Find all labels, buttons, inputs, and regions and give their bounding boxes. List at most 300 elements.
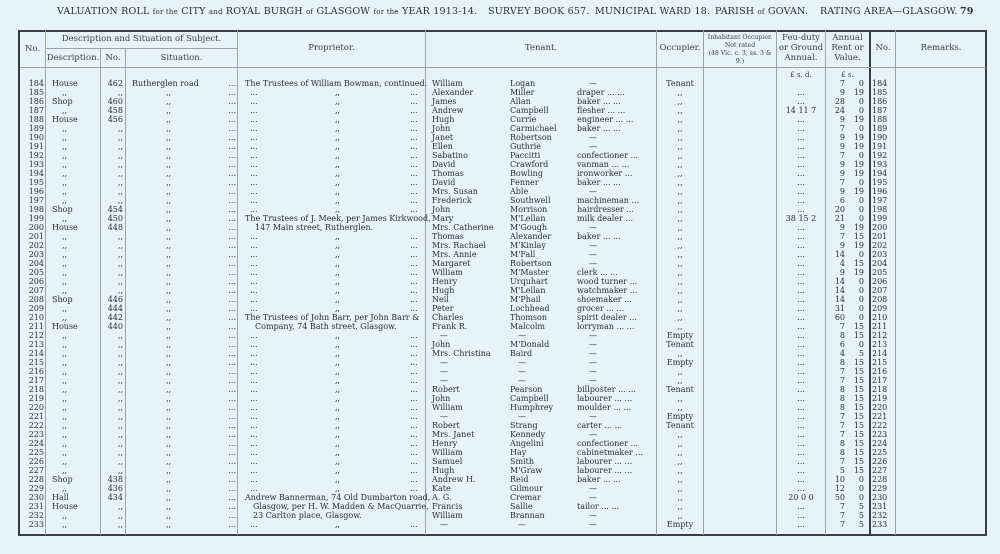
row-no-right: 209 [872,304,888,313]
row-feu-duty: ... [797,124,805,133]
row-rent-shillings: 15 [853,403,864,412]
row-rent-shillings: 0 [858,106,864,115]
row-proprietor-dots-b: ... [410,205,418,214]
proprietor-bannerman: Andrew Bannerman, 74 Old Dumbarton road, [245,493,431,502]
row-occupier: ,, [677,205,683,214]
row-feu-duty: ... [797,142,805,151]
row-feu-duty: ... [797,331,805,340]
row-description: ,, [62,304,68,313]
row-no: 214 [28,349,44,358]
header-rule [46,48,237,49]
row-rent-pounds: 28 [834,97,845,106]
row-occupier: ,, [677,133,683,142]
row-description: ,, [62,142,68,151]
row-no: 228 [28,475,44,484]
row-proprietor-dots-b: ... [410,286,418,295]
row-tenant-trade: labourer ... ... [577,457,633,466]
row-proprietor-ditto: ,, [335,394,341,403]
row-no: 219 [28,394,44,403]
row-occupier: ,, [677,502,683,511]
row-proprietor-dots-b: ... [410,394,418,403]
row-no-right: 204 [872,259,888,268]
row-proprietor-dots-b: ... [410,178,418,187]
row-tenant-last: Reid [510,475,529,484]
row-proprietor-dots-a: ... [250,466,258,475]
row-description: ,, [62,286,68,295]
row-proprietor-dots-b: ... [410,250,418,259]
row-situation: ,, [166,358,172,367]
row-occupier: ,, [677,376,683,385]
row-rent-pounds: 7 [839,178,845,187]
row-no-right: 215 [872,358,888,367]
row-no-right: 202 [872,241,888,250]
row-description: ,, [62,376,68,385]
row-occupier: ,, [677,88,683,97]
row-description: ,, [62,439,68,448]
row-no-right: 220 [872,403,888,412]
row-tenant-trade: — [589,133,597,142]
row-no: 211 [28,322,44,331]
row-number: 440 [107,322,123,331]
row-feu-duty: ... [797,457,805,466]
row-no: 225 [28,448,44,457]
row-tenant-trade: confectioner ... [577,439,639,448]
row-rent-pounds: 10 [834,475,845,484]
row-number: ,, [117,394,123,403]
row-no-right: 211 [872,322,888,331]
row-tenant-trade: shoemaker ... [577,295,632,304]
row-proprietor-dots-a: ... [250,439,258,448]
row-situation: ,, [166,295,172,304]
row-rent-shillings: 5 [858,502,864,511]
row-situation: ,, [166,178,172,187]
table-row [0,169,1000,178]
row-proprietor-dots-a: ... [250,421,258,430]
row-rent-shillings: 0 [858,304,864,313]
row-proprietor-dots-b: ... [410,358,418,367]
row-situation: ,, [166,250,172,259]
row-situation: ,, [166,502,172,511]
row-rent-pounds: 7 [839,232,845,241]
row-rent-pounds: 7 [839,367,845,376]
row-rent-pounds: 9 [839,160,845,169]
row-rent-pounds: 14 [834,286,845,295]
row-situation-dots: ... [228,160,236,169]
row-situation-dots: ... [228,358,236,367]
header-tenant: Tenant. [524,43,558,53]
row-no-right: 217 [872,376,888,385]
header-feu-line: or Ground [778,43,824,53]
row-occupier: ,, [677,403,683,412]
row-situation: ,, [166,484,172,493]
row-number: ,, [117,520,123,529]
row-situation-dots: ... [228,511,236,520]
row-tenant-last: Pearson [510,385,543,394]
row-situation-dots: ... [228,115,236,124]
row-situation-dots: ... [228,79,236,88]
table-row [0,115,1000,124]
header-description: Description. [46,53,100,63]
row-no-right: 197 [872,196,888,205]
row-description: ,, [62,412,68,421]
row-no-right: 216 [872,367,888,376]
row-tenant-last: M'Donald [510,340,550,349]
table-row [0,376,1000,385]
row-tenant-last: Brannan [510,511,545,520]
row-proprietor-dots-a: ... [250,295,258,304]
row-situation-dots: ... [228,466,236,475]
row-situation: ,, [166,430,172,439]
row-no: 209 [28,304,44,313]
row-number: ,, [117,403,123,412]
row-occupier: ,, [677,97,683,106]
row-rent-pounds: 8 [839,439,845,448]
row-situation: ,, [166,394,172,403]
row-tenant-last: M'Gough [510,223,548,232]
title-part: CITY [181,6,206,17]
header-desc-group: Description and Situation of Subject. [61,34,222,44]
row-proprietor-dots-a: ... [250,385,258,394]
row-tenant-last: Campbell [510,394,549,403]
row-proprietor-dots-b: ... [410,115,418,124]
header-annual-rent [826,33,869,63]
row-situation: ,, [166,511,172,520]
row-number: ,, [117,142,123,151]
row-no: 200 [28,223,44,232]
table-row [0,79,1000,88]
row-proprietor-ditto: ,, [335,151,341,160]
row-feu-duty: ... [797,502,805,511]
row-description: ,, [62,277,68,286]
row-rent-shillings: 0 [858,295,864,304]
row-situation-dots: ... [228,106,236,115]
row-proprietor-dots-a: ... [250,205,258,214]
row-tenant-trade: draper ... ... [577,88,625,97]
row-description: ,, [62,241,68,250]
row-feu-duty: ... [797,187,805,196]
row-no: 213 [28,340,44,349]
row-no-right: 199 [872,214,888,223]
row-number: ,, [117,412,123,421]
row-tenant-last: Logan [510,79,536,88]
row-proprietor-dots-a: ... [250,178,258,187]
row-description: ,, [62,340,68,349]
row-proprietor-dots-b: ... [410,412,418,421]
row-situation-dots: ... [228,331,236,340]
row-description: ,, [62,187,68,196]
roll-title [57,6,477,17]
row-rent-shillings: 0 [858,340,864,349]
row-no-right: 190 [872,133,888,142]
row-tenant-first: Mary [432,214,454,223]
row-no-right: 195 [872,178,888,187]
row-tenant-trade: machineman ... [577,196,640,205]
row-number: 438 [107,475,123,484]
row-situation-dots: ... [228,124,236,133]
row-tenant-first: Mrs. Annie [432,250,477,259]
row-description: ,, [62,178,68,187]
row-situation: ,, [166,88,172,97]
row-no: 205 [28,268,44,277]
row-proprietor-dots-a: ... [250,286,258,295]
row-feu-duty: ... [797,88,805,97]
row-rent-pounds: 4 [839,349,845,358]
row-tenant-last: — [518,367,526,376]
row-tenant-last: Southwell [510,196,551,205]
header-inhabitant-line: (48 Vic. c. 3, ss. 3 & 9.) [708,50,772,65]
row-tenant-first: Alexander [432,88,474,97]
row-occupier: ,, [677,160,683,169]
table-row [0,205,1000,214]
row-tenant-last: M'Phail [510,295,541,304]
row-no: 191 [28,142,44,151]
row-tenant-trade: baker ... ... [577,475,621,484]
row-situation-dots: ... [228,268,236,277]
row-feu-duty: ... [797,385,805,394]
row-situation-dots: ... [228,223,236,232]
row-tenant-first: Sabatino [432,151,468,160]
header-rent-line: Rent or [831,43,864,53]
row-situation: ,, [166,169,172,178]
row-feu-duty: ... [797,169,805,178]
row-situation: ,, [166,421,172,430]
row-proprietor-ditto: ,, [335,196,341,205]
title-part: and [208,8,223,16]
table-row [0,133,1000,142]
row-occupier: ,, [677,187,683,196]
row-occupier: ,, [677,151,683,160]
row-rent-pounds: 9 [839,223,845,232]
row-proprietor-ditto: ,, [335,106,341,115]
table-row [0,313,1000,322]
row-proprietor-ditto: ,, [335,88,341,97]
table-row [0,295,1000,304]
row-proprietor-ditto: ,, [335,448,341,457]
row-proprietor-ditto: ,, [335,466,341,475]
row-tenant-first: Ellen [432,142,453,151]
row-proprietor-dots-a: ... [250,160,258,169]
row-number: ,, [117,241,123,250]
row-tenant-last: — [518,358,526,367]
row-rent-shillings: 15 [853,457,864,466]
row-tenant-trade: confectioner ... [577,151,639,160]
row-situation-dots: ... [228,313,236,322]
row-number: 446 [107,295,123,304]
row-proprietor-ditto: ,, [335,385,341,394]
row-tenant-first: Frank R. [432,322,468,331]
row-situation-dots: ... [228,475,236,484]
row-rent-shillings: 0 [858,286,864,295]
row-proprietor-dots-b: ... [410,439,418,448]
row-rent-pounds: 9 [839,115,845,124]
table-row [0,520,1000,529]
row-number: ,, [117,88,123,97]
row-proprietor-dots-a: ... [250,250,258,259]
row-situation-dots: ... [228,295,236,304]
row-no: 230 [28,493,44,502]
row-no-right: 196 [872,187,888,196]
row-rent-shillings: 15 [853,421,864,430]
row-rent-shillings: 0 [858,205,864,214]
row-proprietor-dots-a: ... [250,106,258,115]
row-tenant-trade: baker ... ... [577,124,621,133]
row-situation-dots: ... [228,367,236,376]
table-row [0,223,1000,232]
row-occupier: ,, [677,286,683,295]
row-rent-shillings: 19 [853,187,864,196]
row-proprietor-dots-b: ... [410,160,418,169]
proprietor-bannerman-agent: Glasgow, per H. W. Madden & MacQuarrie, [253,502,429,511]
row-occupier: Tenant [666,385,694,394]
row-number: ,, [117,232,123,241]
row-tenant-first: Thomas [432,169,464,178]
row-tenant-trade: tailor ... ... [577,502,620,511]
row-rent-pounds: 7 [839,376,845,385]
row-situation-dots: ... [228,385,236,394]
row-proprietor-ditto: ,, [335,349,341,358]
table-row [0,412,1000,421]
row-proprietor-dots-b: ... [410,484,418,493]
row-proprietor-ditto: ,, [335,304,341,313]
parish-part: PARISH [715,6,755,17]
row-rent-shillings: 0 [858,277,864,286]
row-rent-shillings: 19 [853,169,864,178]
row-no: 201 [28,232,44,241]
row-situation: ,, [166,142,172,151]
header-number: No. [105,53,121,63]
row-feu-duty: ... [797,322,805,331]
row-tenant-trade: cabinetmaker ... [577,448,643,457]
row-proprietor-ditto: ,, [335,403,341,412]
row-tenant-trade: milk dealer ... [577,214,634,223]
row-tenant-trade: baker ... ... [577,97,621,106]
row-proprietor-ditto: ,, [335,178,341,187]
row-tenant-last: Bowling [510,169,543,178]
parish-part: of [757,8,765,16]
row-number: ,, [117,385,123,394]
row-tenant-trade: — [589,79,597,88]
row-occupier: Empty [666,358,694,367]
row-occupier: ,, [677,223,683,232]
row-situation: ,, [166,106,172,115]
row-occupier: ,, [677,232,683,241]
row-rent-shillings: 15 [853,412,864,421]
row-rent-shillings: 19 [853,115,864,124]
proprietor-barr: The Trustees of John Barr, per John Barr & [245,313,420,322]
header-rent-line: Value. [834,53,861,63]
row-situation: ,, [166,493,172,502]
row-tenant-trade: — [589,484,597,493]
row-no: 224 [28,439,44,448]
row-description: House [52,322,78,331]
row-rent-shillings: 0 [858,484,864,493]
row-situation-dots: ... [228,169,236,178]
row-number: ,, [117,502,123,511]
row-description: ,, [62,511,68,520]
row-tenant-last: — [518,331,526,340]
row-situation: ,, [166,403,172,412]
row-no-right: 205 [872,268,888,277]
rating-area: RATING AREA—GLASGOW. [820,6,958,17]
row-tenant-first: William [432,268,463,277]
table-row [0,160,1000,169]
row-no-right: 224 [872,439,888,448]
row-situation: ,, [166,439,172,448]
table-row [0,232,1000,241]
row-situation: ,, [166,241,172,250]
row-proprietor-dots-a: ... [250,457,258,466]
row-tenant-last: M'Lellan [510,214,546,223]
header-proprietor: Proprietor. [308,43,355,53]
row-no-right: 192 [872,151,888,160]
row-feu-duty: ... [797,520,805,529]
row-feu-duty: ... [797,133,805,142]
row-occupier: ,, [677,493,683,502]
row-feu-duty: ... [797,259,805,268]
row-proprietor-dots-a: ... [250,430,258,439]
row-proprietor-dots-b: ... [410,376,418,385]
row-proprietor-dots-a: ... [250,358,258,367]
row-tenant-trade: — [589,367,597,376]
row-occupier: ,, [677,349,683,358]
row-proprietor-dots-b: ... [410,367,418,376]
row-tenant-trade: clerk ... ... [577,268,618,277]
row-no-right: 191 [872,142,888,151]
row-proprietor-dots-a: ... [250,97,258,106]
row-tenant-last: Morrison [510,205,548,214]
row-tenant-last: Strang [510,421,538,430]
row-description: ,, [62,457,68,466]
row-rent-pounds: 7 [839,412,845,421]
row-proprietor-dots-b: ... [410,97,418,106]
row-description: ,, [62,250,68,259]
row-no-right: 225 [872,448,888,457]
row-situation-dots: ... [228,412,236,421]
row-no: 204 [28,259,44,268]
row-no-right: 207 [872,286,888,295]
row-proprietor-dots-b: ... [410,466,418,475]
row-tenant-trade: spirit dealer ... [577,313,637,322]
row-proprietor-dots-b: ... [410,295,418,304]
row-rent-shillings: 5 [858,349,864,358]
row-rent-pounds: 8 [839,385,845,394]
table-row [0,250,1000,259]
row-occupier: ,, [677,322,683,331]
row-situation-dots: ... [228,493,236,502]
row-proprietor-dots-b: ... [410,457,418,466]
proprietor-meek-address: 147 Main street, Rutherglen. [255,223,374,232]
header-no: No. [24,44,41,54]
row-tenant-first: William [432,79,463,88]
row-no-right: 228 [872,475,888,484]
row-description: House [52,115,78,124]
row-tenant-last: Able [510,187,529,196]
row-proprietor-dots-b: ... [410,133,418,142]
row-no: 231 [28,502,44,511]
row-tenant-last: Gilmour [510,484,543,493]
row-no-right: 189 [872,124,888,133]
row-description: ,, [62,466,68,475]
row-tenant-last: Angelini [510,439,544,448]
row-feu-duty: ... [797,484,805,493]
row-rent-pounds: 7 [839,520,845,529]
row-feu-duty: ... [797,115,805,124]
row-tenant-trade: — [589,493,597,502]
row-tenant-trade: — [589,376,597,385]
rent-units: £ s. [841,71,854,79]
row-tenant-last: Allan [510,97,531,106]
row-tenant-first: Robert [432,421,460,430]
